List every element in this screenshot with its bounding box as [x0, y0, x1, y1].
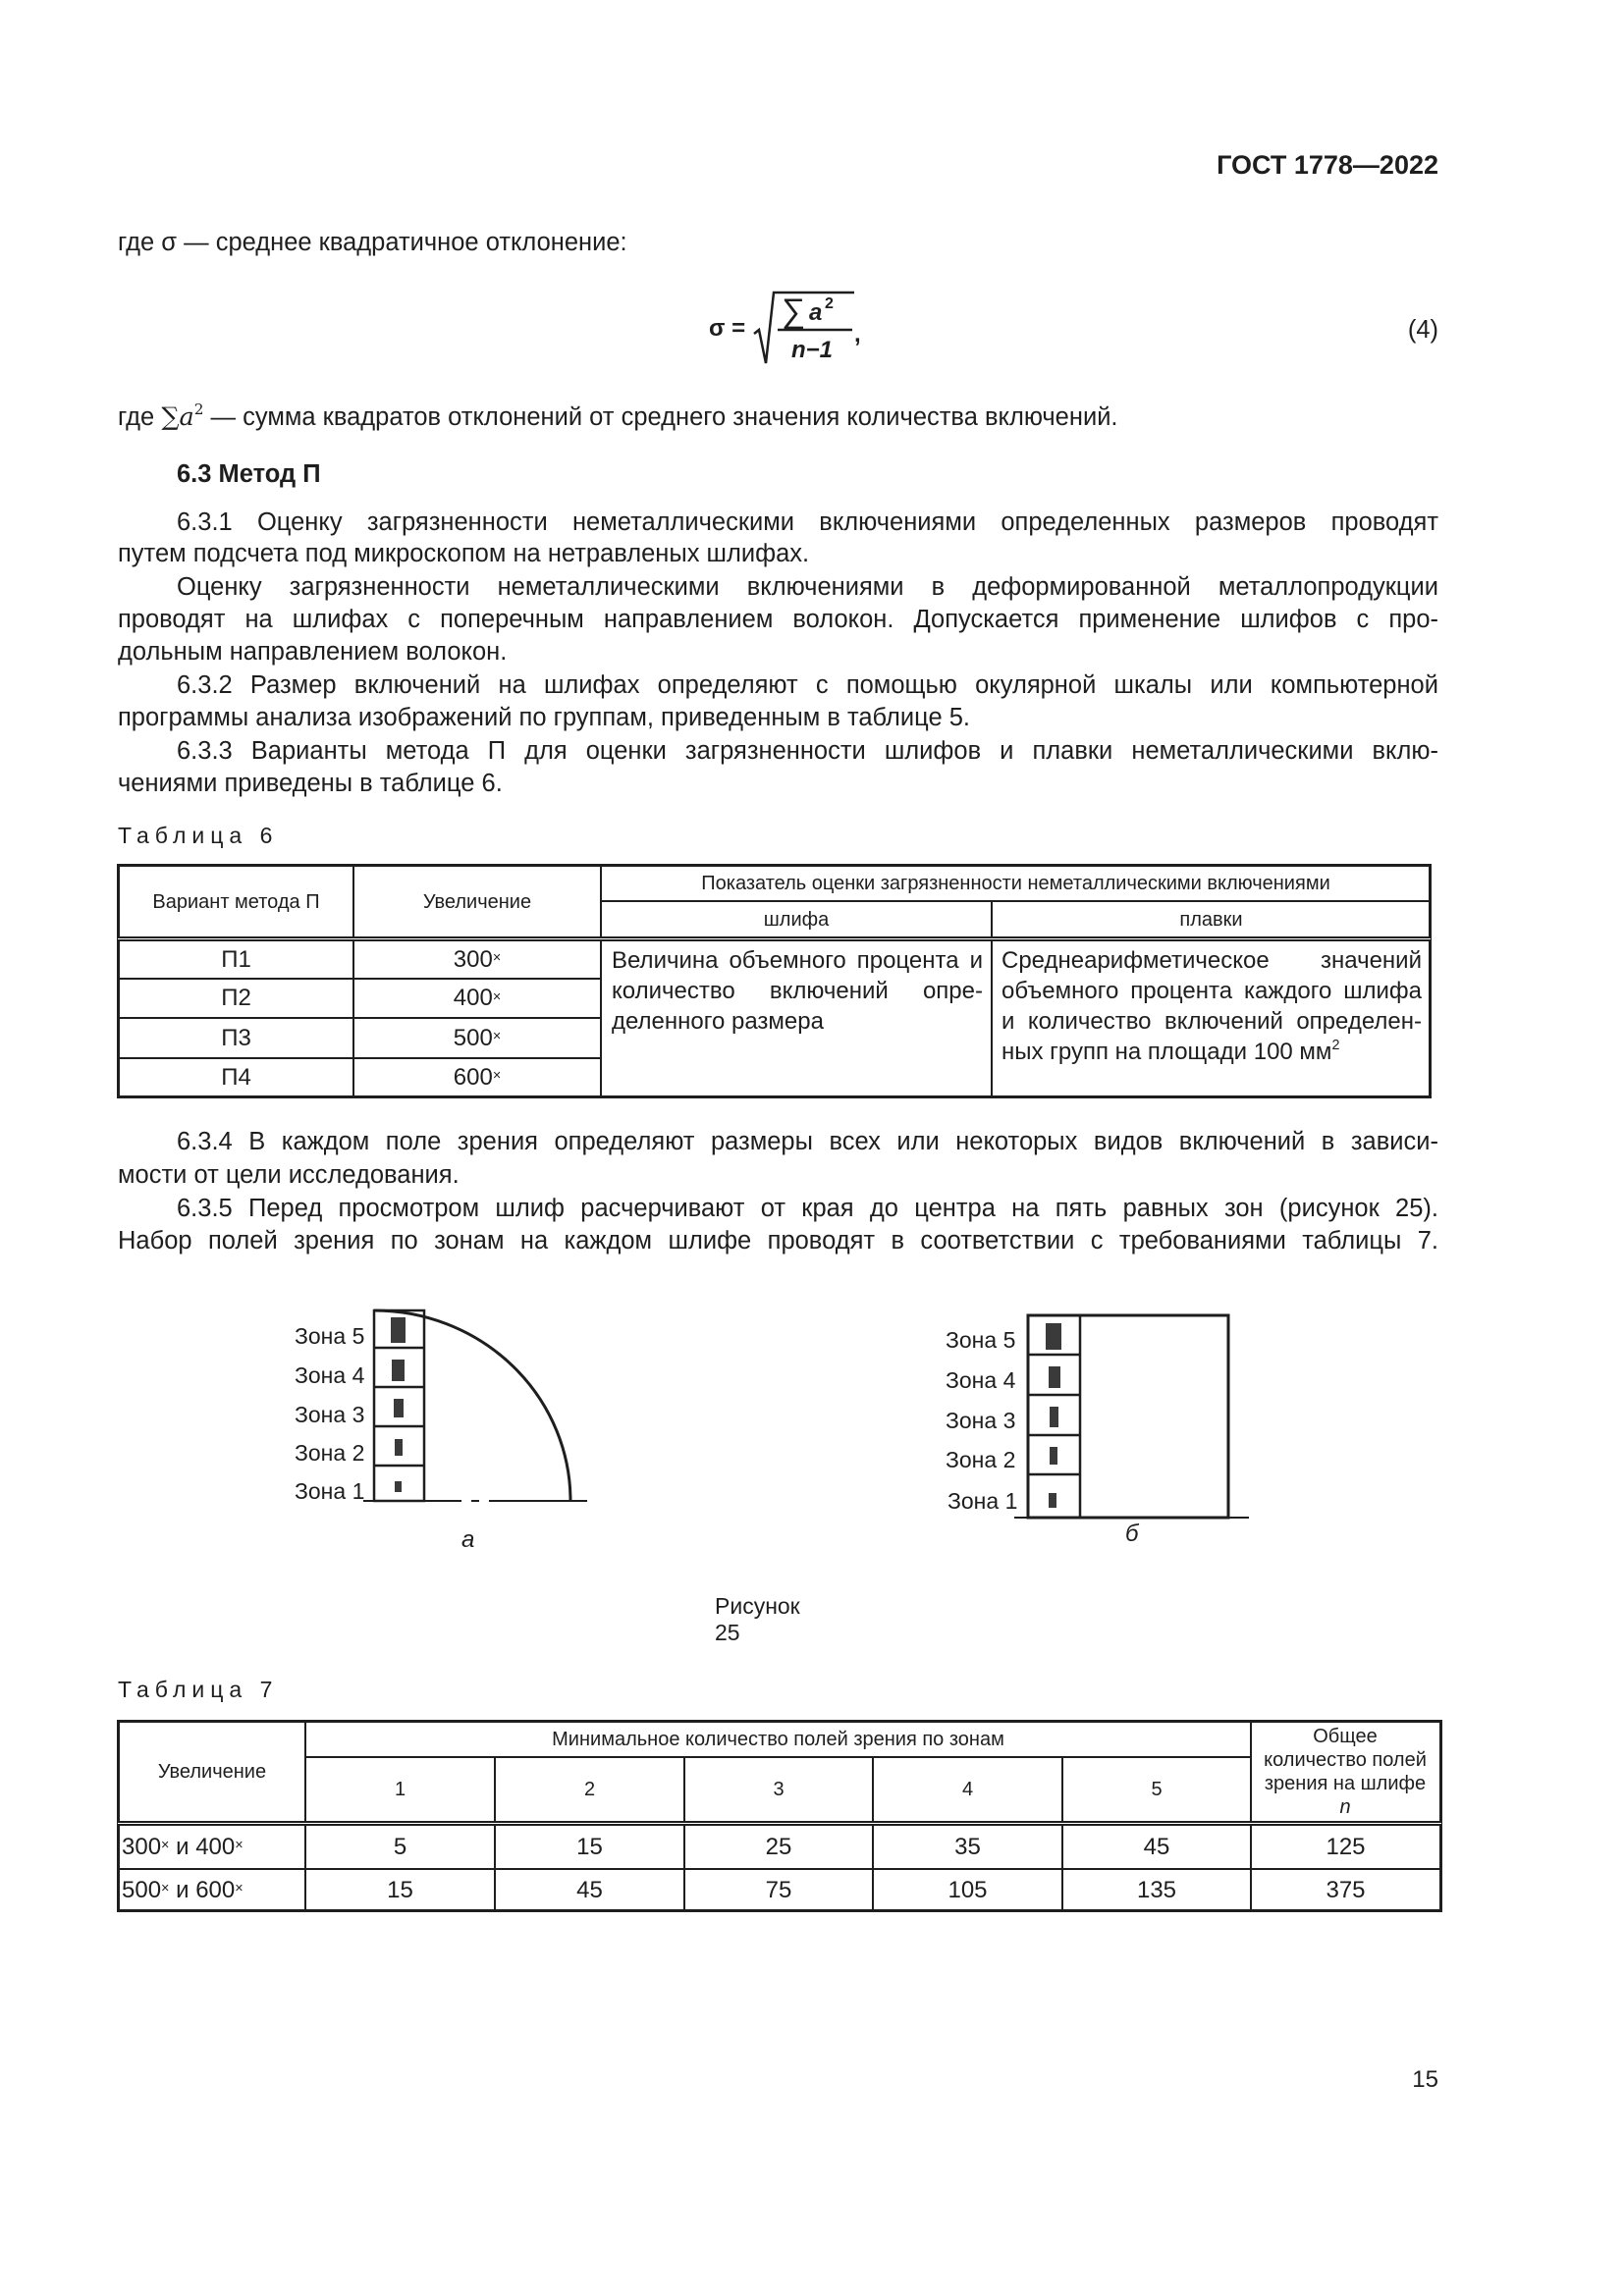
- figure-b-sublabel: б: [1125, 1521, 1139, 1547]
- para-6-3-3-line-1: 6.3.3 Варианты метода П для оценки загрязненности шлифов и плавки неметаллическими вклю-: [177, 737, 1438, 765]
- figure-25a-diagram: [353, 1301, 599, 1512]
- figure-b-zone-5-label: Зона 5: [946, 1327, 1016, 1353]
- para-6-3-2-line-1: 6.3.2 Размер включений на шлифах определяют с помощью окулярной шкалы или компьютерной: [177, 671, 1438, 699]
- sum-line-prefix: где: [118, 403, 162, 431]
- sum-definition-line: [118, 402, 1118, 432]
- para-6-3-2-line-2: программы анализа изображений по группам, приведенным в таблице 5.: [118, 704, 970, 731]
- figure-b-zone-2-label: Зона 2: [946, 1447, 1016, 1472]
- figure-a-sublabel: а: [461, 1526, 475, 1553]
- table-7-cell-zone-1: 5: [393, 1833, 407, 1860]
- para-6-3-5-line-2: Набор полей зрения по зонам на каждом шлифе проводят в соответствии с требованиями таблицы 7.: [118, 1227, 1438, 1255]
- inclusion-zone-1: [395, 1481, 402, 1492]
- magnification-value: 400: [453, 985, 493, 1011]
- magnification-value: 500: [453, 1024, 493, 1051]
- sum-line-rest: — сумма квадратов отклонений от среднего значения количества включений.: [203, 403, 1118, 431]
- figure-b-zone-4-label: Зона 4: [946, 1367, 1016, 1393]
- figure-a-zone-1-label: Зона 1: [295, 1478, 365, 1504]
- mag-b: 400: [195, 1833, 236, 1860]
- para-6-3-4-line-2: мости от цели исследования.: [118, 1161, 460, 1189]
- table-7-cell-zone-1: 15: [387, 1876, 413, 1903]
- table-7-cell-magnification: 500 × и 600 ×: [122, 1876, 244, 1903]
- table-6-cell-magnification: 500 ×: [453, 1024, 502, 1051]
- table-6-cell-variant: П1: [221, 945, 251, 973]
- formula-numerator-exp: 2: [825, 295, 834, 312]
- inclusion-zone-5: [391, 1317, 406, 1343]
- para-deformed-line-2: проводят на шлифах с поперечным направлением волокон. Допускается применение шлифов с про-: [118, 606, 1438, 633]
- melt-text: Среднеарифметическое значений объемного процента каждого шлифа и количество включений определенных групп на площади 100 мм: [1001, 947, 1422, 1065]
- para-6-3-4-line-1: 6.3.4 В каждом поле зрения определяют размеры всех или некоторых видов включений в зависи-: [177, 1128, 1438, 1155]
- inclusion-zone-2: [395, 1439, 403, 1456]
- mag-b: 600: [195, 1876, 236, 1903]
- table-6-cell-variant: П3: [221, 1024, 251, 1051]
- page-number: 15: [1412, 2066, 1438, 2093]
- figure-a-zone-4-label: Зона 4: [295, 1362, 365, 1388]
- magnification-value: 300: [453, 945, 493, 973]
- table-6-cell-variant: П4: [221, 1063, 251, 1091]
- table-6-header-melt: плавки: [1179, 908, 1243, 931]
- figure-a-zone-2-label: Зона 2: [295, 1440, 365, 1466]
- inclusion-zone-1: [1049, 1493, 1056, 1508]
- para-deformed-line-1: Оценку загрязненности неметаллическими включениями в деформированной металлопродукции: [177, 573, 1438, 601]
- figure-b-zone-1-label: Зона 1: [947, 1488, 1018, 1514]
- table-7-header-min-fields: Минимальное количество полей зрения по зонам: [552, 1729, 1004, 1750]
- formula-comma: ,: [854, 321, 861, 347]
- para-6-3-1-line-2: путем подсчета под микроскопом на нетравленых шлифах.: [118, 540, 810, 567]
- para-6-3-5-line-1: 6.3.5 Перед просмотром шлиф расчерчивают от края до центра на пять равных зон (рисунок 25).: [177, 1195, 1438, 1222]
- table-6-sample-indicator-text: Величина объемного процента и количество включений определенного размера: [612, 947, 983, 1035]
- table-6-melt-indicator-text: [1001, 945, 1422, 1067]
- table-6-cell-magnification: 300 ×: [453, 945, 502, 973]
- figure-a-zone-5-label: Зона 5: [295, 1323, 365, 1349]
- table-6-header-variant: Вариант метода П: [152, 890, 320, 913]
- table-6-header-sample: шлифа: [763, 908, 830, 931]
- formula-numerator-var: a: [809, 299, 823, 326]
- inclusion-zone-3: [394, 1399, 404, 1417]
- formula-lhs: σ =: [709, 315, 746, 342]
- equation-number: (4): [1407, 316, 1438, 344]
- table-7-cell-zone-5: 135: [1136, 1876, 1177, 1903]
- sum-symbol: ∑a: [161, 402, 194, 432]
- mag-joiner: и: [169, 1833, 196, 1860]
- table-7-header-zone-1: 1: [394, 1779, 406, 1800]
- table-6-cell-magnification: 400 ×: [453, 985, 502, 1011]
- inclusion-zone-4: [392, 1360, 405, 1381]
- table-7-header-zone-5: 5: [1151, 1779, 1163, 1800]
- table-7-cell-zone-4: 105: [947, 1876, 988, 1903]
- sum-exponent: 2: [193, 400, 204, 418]
- table-7-cell-zone-3: 75: [765, 1876, 792, 1903]
- formula-4: [707, 285, 923, 373]
- inclusion-zone-2: [1050, 1447, 1057, 1465]
- table-7-cell-zone-2: 45: [576, 1876, 603, 1903]
- table-7-cell-zone-4: 35: [954, 1833, 981, 1860]
- table-7-cell-zone-2: 15: [576, 1833, 603, 1860]
- figure-b-zone-3-label: Зона 3: [946, 1408, 1016, 1433]
- figure-caption: Рисунок 25: [715, 1593, 800, 1645]
- table-6-label: Таблица 6: [118, 823, 279, 848]
- para-6-3-1-line-1: 6.3.1 Оценку загрязненности неметаллическими включениями определенных размеров проводят: [177, 508, 1438, 536]
- para-6-3-3-line-2: чениями приведены в таблице 6.: [118, 770, 503, 797]
- formula-denominator: n−1: [791, 337, 834, 363]
- document-standard-code: ГОСТ 1778—2022: [1217, 150, 1438, 180]
- sigma-definition-line: где σ — среднее квадратичное отклонение:: [118, 229, 627, 256]
- figure-25b-diagram: [1006, 1306, 1262, 1526]
- inclusion-zone-3: [1050, 1407, 1058, 1427]
- table-7-header-total: [1262, 1723, 1429, 1821]
- table-7-label: Таблица 7: [118, 1677, 279, 1702]
- table-7-cell-zone-3: 25: [765, 1833, 792, 1860]
- figure-a-zone-3-label: Зона 3: [295, 1402, 365, 1427]
- para-deformed-line-3: дольным направлением волокон.: [118, 638, 508, 666]
- mag-a: 300: [122, 1833, 162, 1860]
- section-title: 6.3 Метод П: [177, 460, 321, 488]
- total-header-text: Общее количество полей зрения на шлифе: [1264, 1726, 1427, 1794]
- inclusion-zone-5: [1046, 1323, 1061, 1350]
- table-6-cell-variant: П2: [221, 985, 251, 1011]
- table-6-cell-magnification: 600 ×: [453, 1063, 502, 1091]
- table-7-cell-magnification: 300 × и 400 ×: [122, 1833, 244, 1860]
- melt-text-exponent: 2: [1331, 1037, 1340, 1053]
- formula-graphic: [707, 285, 923, 373]
- table-7-cell-total: 375: [1326, 1876, 1366, 1903]
- table-7-header-zone-4: 4: [961, 1779, 974, 1800]
- inclusion-zone-4: [1049, 1366, 1060, 1388]
- mag-joiner: и: [169, 1876, 196, 1903]
- table-7-header-zone-3: 3: [773, 1779, 785, 1800]
- mag-a: 500: [122, 1876, 162, 1903]
- table-7-header-magnification: Увеличение: [157, 1761, 267, 1783]
- table-7-cell-zone-5: 45: [1143, 1833, 1170, 1860]
- table-6-header-magnification: Увеличение: [422, 890, 532, 913]
- formula-sum-symbol: ∑: [782, 293, 806, 330]
- table-7-header-zone-2: 2: [583, 1779, 596, 1800]
- total-header-var: n: [1339, 1796, 1351, 1818]
- magnification-value: 600: [453, 1063, 493, 1091]
- table-7-cell-total: 125: [1326, 1833, 1366, 1860]
- table-6-header-indicator: Показатель оценки загрязненности неметаллическими включениями: [701, 873, 1330, 894]
